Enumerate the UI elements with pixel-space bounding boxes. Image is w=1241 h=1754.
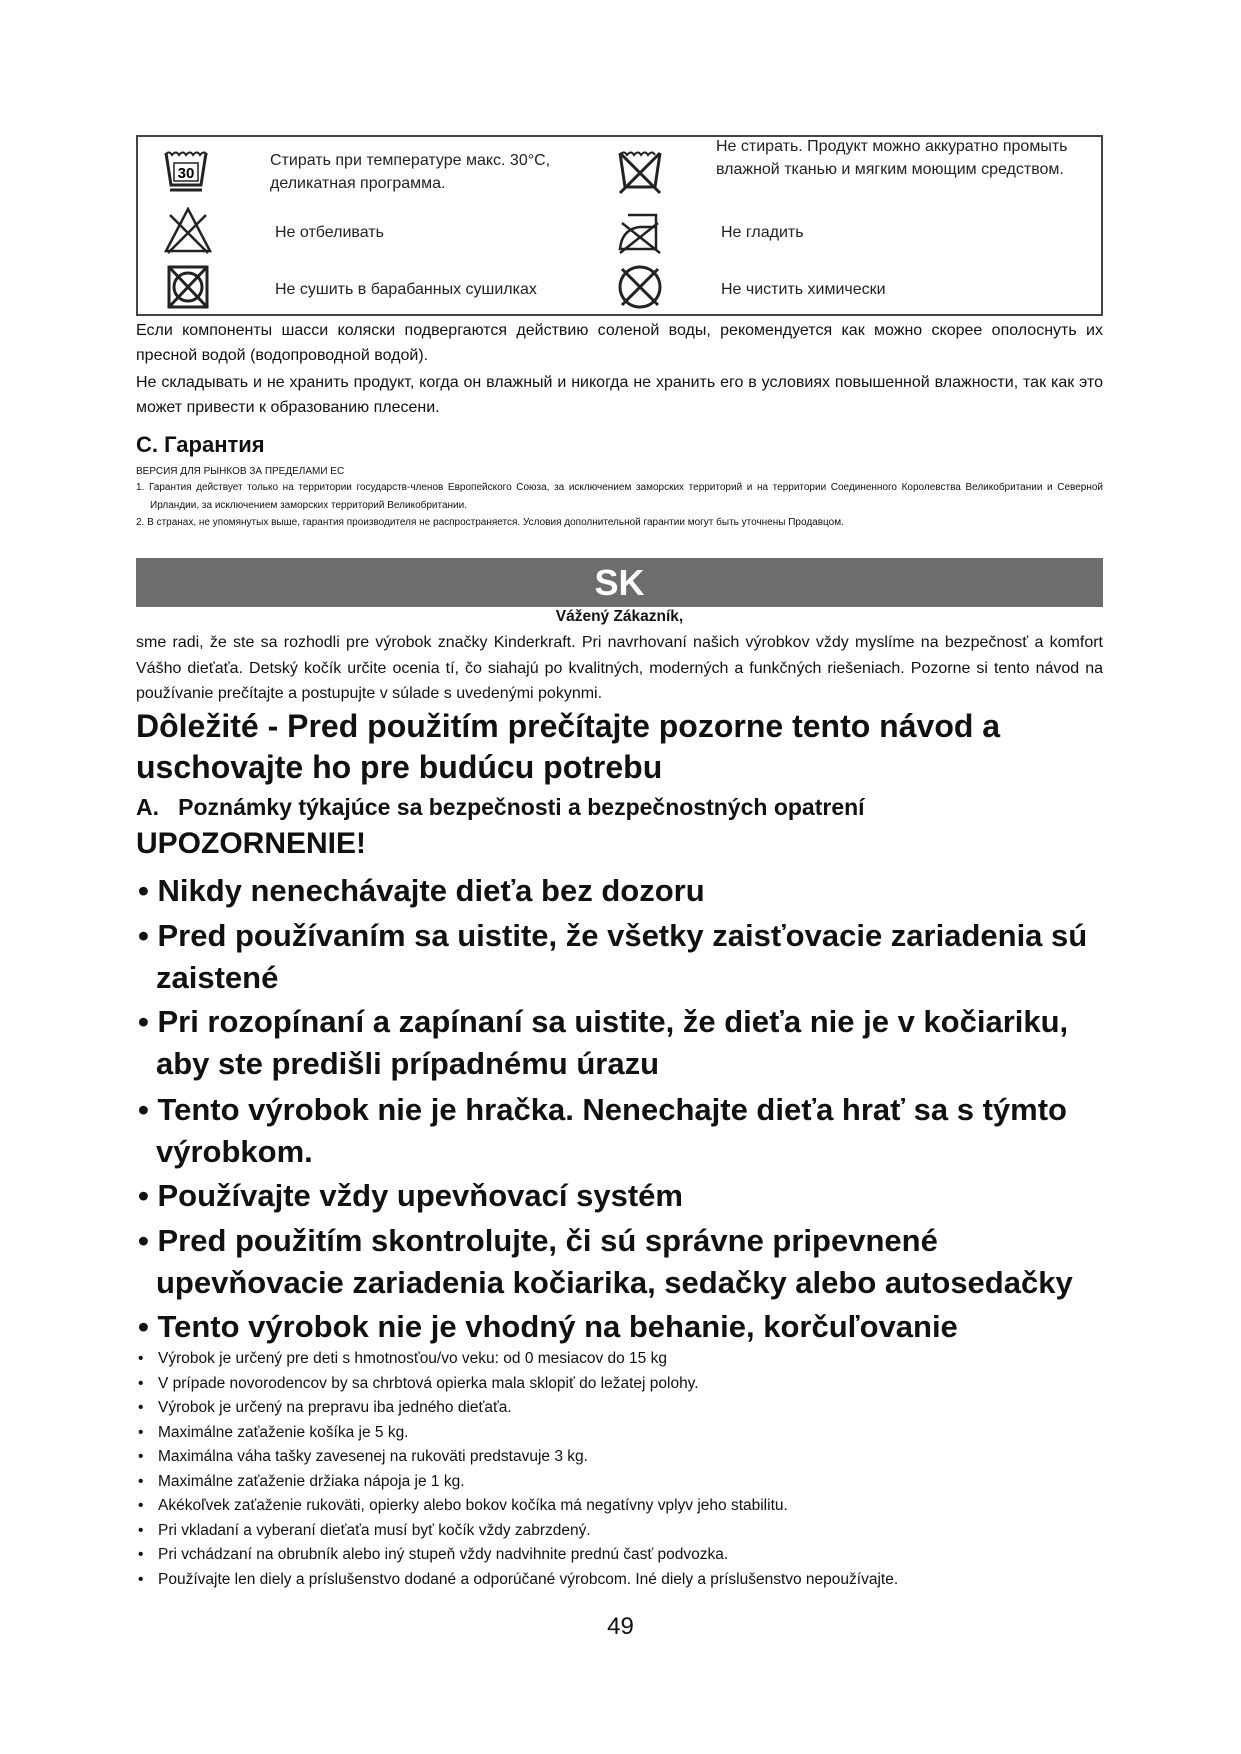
note-text: Akékoľvek zaťaženie rukoväti, opierky alebo bokov kočíka má negatívny vplyv jeho stabilitu.: [158, 1497, 788, 1514]
warranty-item-2: 2. В странах, не упомянутых выше, гарантия производителя не распространяется. Условия дополнительной гарантии могут быть уточнены Продавцом.: [136, 517, 844, 528]
warning-bullet-text: Tento výrobok nie je hračka. Nenechajte dieťa hrať sa s týmto: [157, 1092, 1067, 1127]
bullet-icon: •: [138, 873, 158, 908]
warning-bullet: [138, 1001, 1098, 1085]
warning-bullet-line: aby ste predišli prípadnému úrazu: [156, 1046, 660, 1081]
svg-text:30: 30: [177, 165, 195, 182]
do-not-tumble-dry-icon: [164, 263, 212, 311]
warning-bullet: [138, 1306, 1098, 1348]
note-bullet: [138, 1447, 588, 1467]
care-text-no-tumble: Не сушить в барабанных сушилках: [275, 281, 537, 298]
care-text-no-bleach: Не отбеливать: [275, 224, 384, 241]
warning-bullet-text: Pri rozopínaní a zapínaní sa uistite, že dieťa nie je v kočiariku,: [157, 1004, 1069, 1039]
warning-bullet-line: [138, 915, 1098, 957]
warning-bullet: [138, 915, 1098, 999]
note-bullet: [138, 1545, 728, 1565]
note-text: Maximálne zaťaženie košíka je 5 kg.: [158, 1423, 409, 1441]
note-text: Výrobok je určený pre deti s hmotnosťou/vo veku: od 0 mesiacov do 15 kg: [158, 1350, 667, 1367]
do-not-bleach-icon: [164, 207, 212, 255]
bullet-icon: •: [138, 918, 158, 953]
warning-bullet-text: Používajte vždy upevňovací systém: [157, 1178, 683, 1213]
note-text: Pri vchádzaní na obrubník alebo iný stupeň vždy nadvihnite prednú časť podvozka.: [158, 1546, 729, 1563]
bullet-icon: •: [138, 1004, 158, 1039]
care-text-wash: Стирать при температуре макс. 30°C, деликатная программа.: [270, 152, 551, 192]
care-symbols-table: [136, 135, 1103, 316]
warning-bullet-text: Pred použitím skontrolujte, či sú správne pripevnené: [157, 1223, 938, 1258]
warning-bullet-line: výrobkom.: [156, 1134, 313, 1169]
note-bullet: [138, 1472, 465, 1492]
intro-paragraph: sme radi, že ste sa rozhodli pre výrobok značky Kinderkraft. Pri navrhovaní našich výrobkov vždy myslíme na bezpečnosť a komfort Vášho dieťaťa. Detský kočík určite ocenia tí, čo siahajú po kvalitných, moderných a funkčných riešeniach. Pozorne si tento návod na používanie prečítajte a postupujte v súlade s uvedenými pokynmi.: [136, 634, 1103, 702]
note-text: Maximálna váha tašky zavesenej na rukoväti predstavuje 3 kg.: [158, 1448, 588, 1465]
bullet-icon: •: [138, 1223, 158, 1258]
wash-30-icon: [162, 147, 210, 195]
warning-bullet: [138, 870, 1098, 912]
note-bullet: [138, 1349, 667, 1369]
warning-bullet-text: Pred používaním sa uistite, že všetky zaisťovacie zariadenia sú: [157, 918, 1088, 953]
note-bullet: [138, 1521, 591, 1541]
note-text: Používajte len diely a príslušenstvo dodané a odporúčané výrobcom. Iné diely a príslušenstvo nepoužívajte.: [158, 1570, 899, 1588]
warning-bullet-line: zaistené: [156, 960, 279, 995]
note-bullet: [138, 1374, 699, 1394]
bullet-icon: •: [138, 1092, 158, 1127]
warranty-title: C. Гарантия: [136, 432, 265, 457]
do-not-wash-icon: [616, 147, 664, 195]
bullet-icon: •: [138, 1178, 158, 1213]
greeting: Vážený Zákazník,: [555, 608, 684, 625]
warning-bullet-line: upevňovacie zariadenia kočiarika, sedačky alebo autosedačky: [156, 1265, 1073, 1300]
warning-heading: UPOZORNENIE!: [136, 827, 367, 860]
warning-bullet: [138, 1220, 1098, 1304]
warning-bullet: [138, 1175, 1098, 1217]
language-banner-sk: SK: [136, 558, 1103, 607]
warning-bullet-text: Tento výrobok nie je vhodný na behanie, korčuľovanie: [157, 1309, 958, 1344]
note-text: Maximálne zaťaženie držiaka nápoja je 1 kg.: [158, 1472, 465, 1490]
note-bullet: [138, 1570, 898, 1590]
warranty-version: ВЕРСИЯ ДЛЯ РЫНКОВ ЗА ПРЕДЕЛАМИ ЕС: [136, 466, 345, 477]
warning-bullet-line: [138, 870, 1098, 912]
note-text: Pri vkladaní a vyberaní dieťaťa musí byť kočík vždy zabrzdený.: [158, 1521, 591, 1539]
care-text-no-iron: Не гладить: [721, 224, 804, 241]
note-text: V prípade novorodencov by sa chrbtová opierka mala sklopiť do ležatej polohy.: [158, 1374, 699, 1392]
warning-bullet: [138, 1089, 1098, 1173]
ru-paragraph-storage: Не складывать и не хранить продукт, когда он влажный и никогда не хранить его в условиях повышенной влажности, так как это может привести к образованию плесени.: [136, 374, 1103, 416]
warning-bullet-text: Nikdy nenechávajte dieťa bez dozoru: [157, 873, 705, 908]
note-text: Výrobok je určený na prepravu iba jedného dieťaťa.: [158, 1399, 512, 1416]
page-number: 49: [607, 1613, 634, 1640]
note-bullet: [138, 1423, 409, 1443]
do-not-dry-clean-icon: [616, 263, 664, 311]
warning-bullet-line: [138, 1306, 1098, 1348]
do-not-iron-icon: [616, 207, 664, 255]
care-text-no-wash: Не стирать. Продукт можно аккуратно промыть влажной тканью и мягким моющим средством.: [716, 138, 1068, 178]
warning-bullet-line: [138, 1220, 1098, 1262]
note-bullet: [138, 1398, 512, 1418]
warranty-item-1: 1. Гарантия действует только на территории государств-членов Европейского Союза, за исключением заморских территорий и на территории Соединенного Королевства Великобритании и Северной Ирландии, за исключением заморских территорий Великобритании.: [136, 482, 1103, 511]
warning-bullet-line: [138, 1089, 1098, 1131]
warning-bullet-line: [138, 1001, 1098, 1043]
section-a-heading: A. Poznámky týkajúce sa bezpečnosti a bezpečnostných opatrení: [136, 794, 865, 820]
important-heading: Dôležité - Pred použitím prečítajte pozorne tento návod a uschovajte ho pre budúcu potrebu: [136, 708, 1001, 785]
ru-paragraph-salt-water: Если компоненты шасси коляски подвергаются действию соленой воды, рекомендуется как можно скорее ополоснуть их пресной водой (водопроводной водой).: [136, 322, 1103, 364]
bullet-icon: •: [138, 1309, 158, 1344]
warning-bullet-line: [138, 1175, 1098, 1217]
care-text-no-dry-clean: Не чистить химически: [721, 281, 886, 298]
note-bullet: [138, 1496, 788, 1516]
